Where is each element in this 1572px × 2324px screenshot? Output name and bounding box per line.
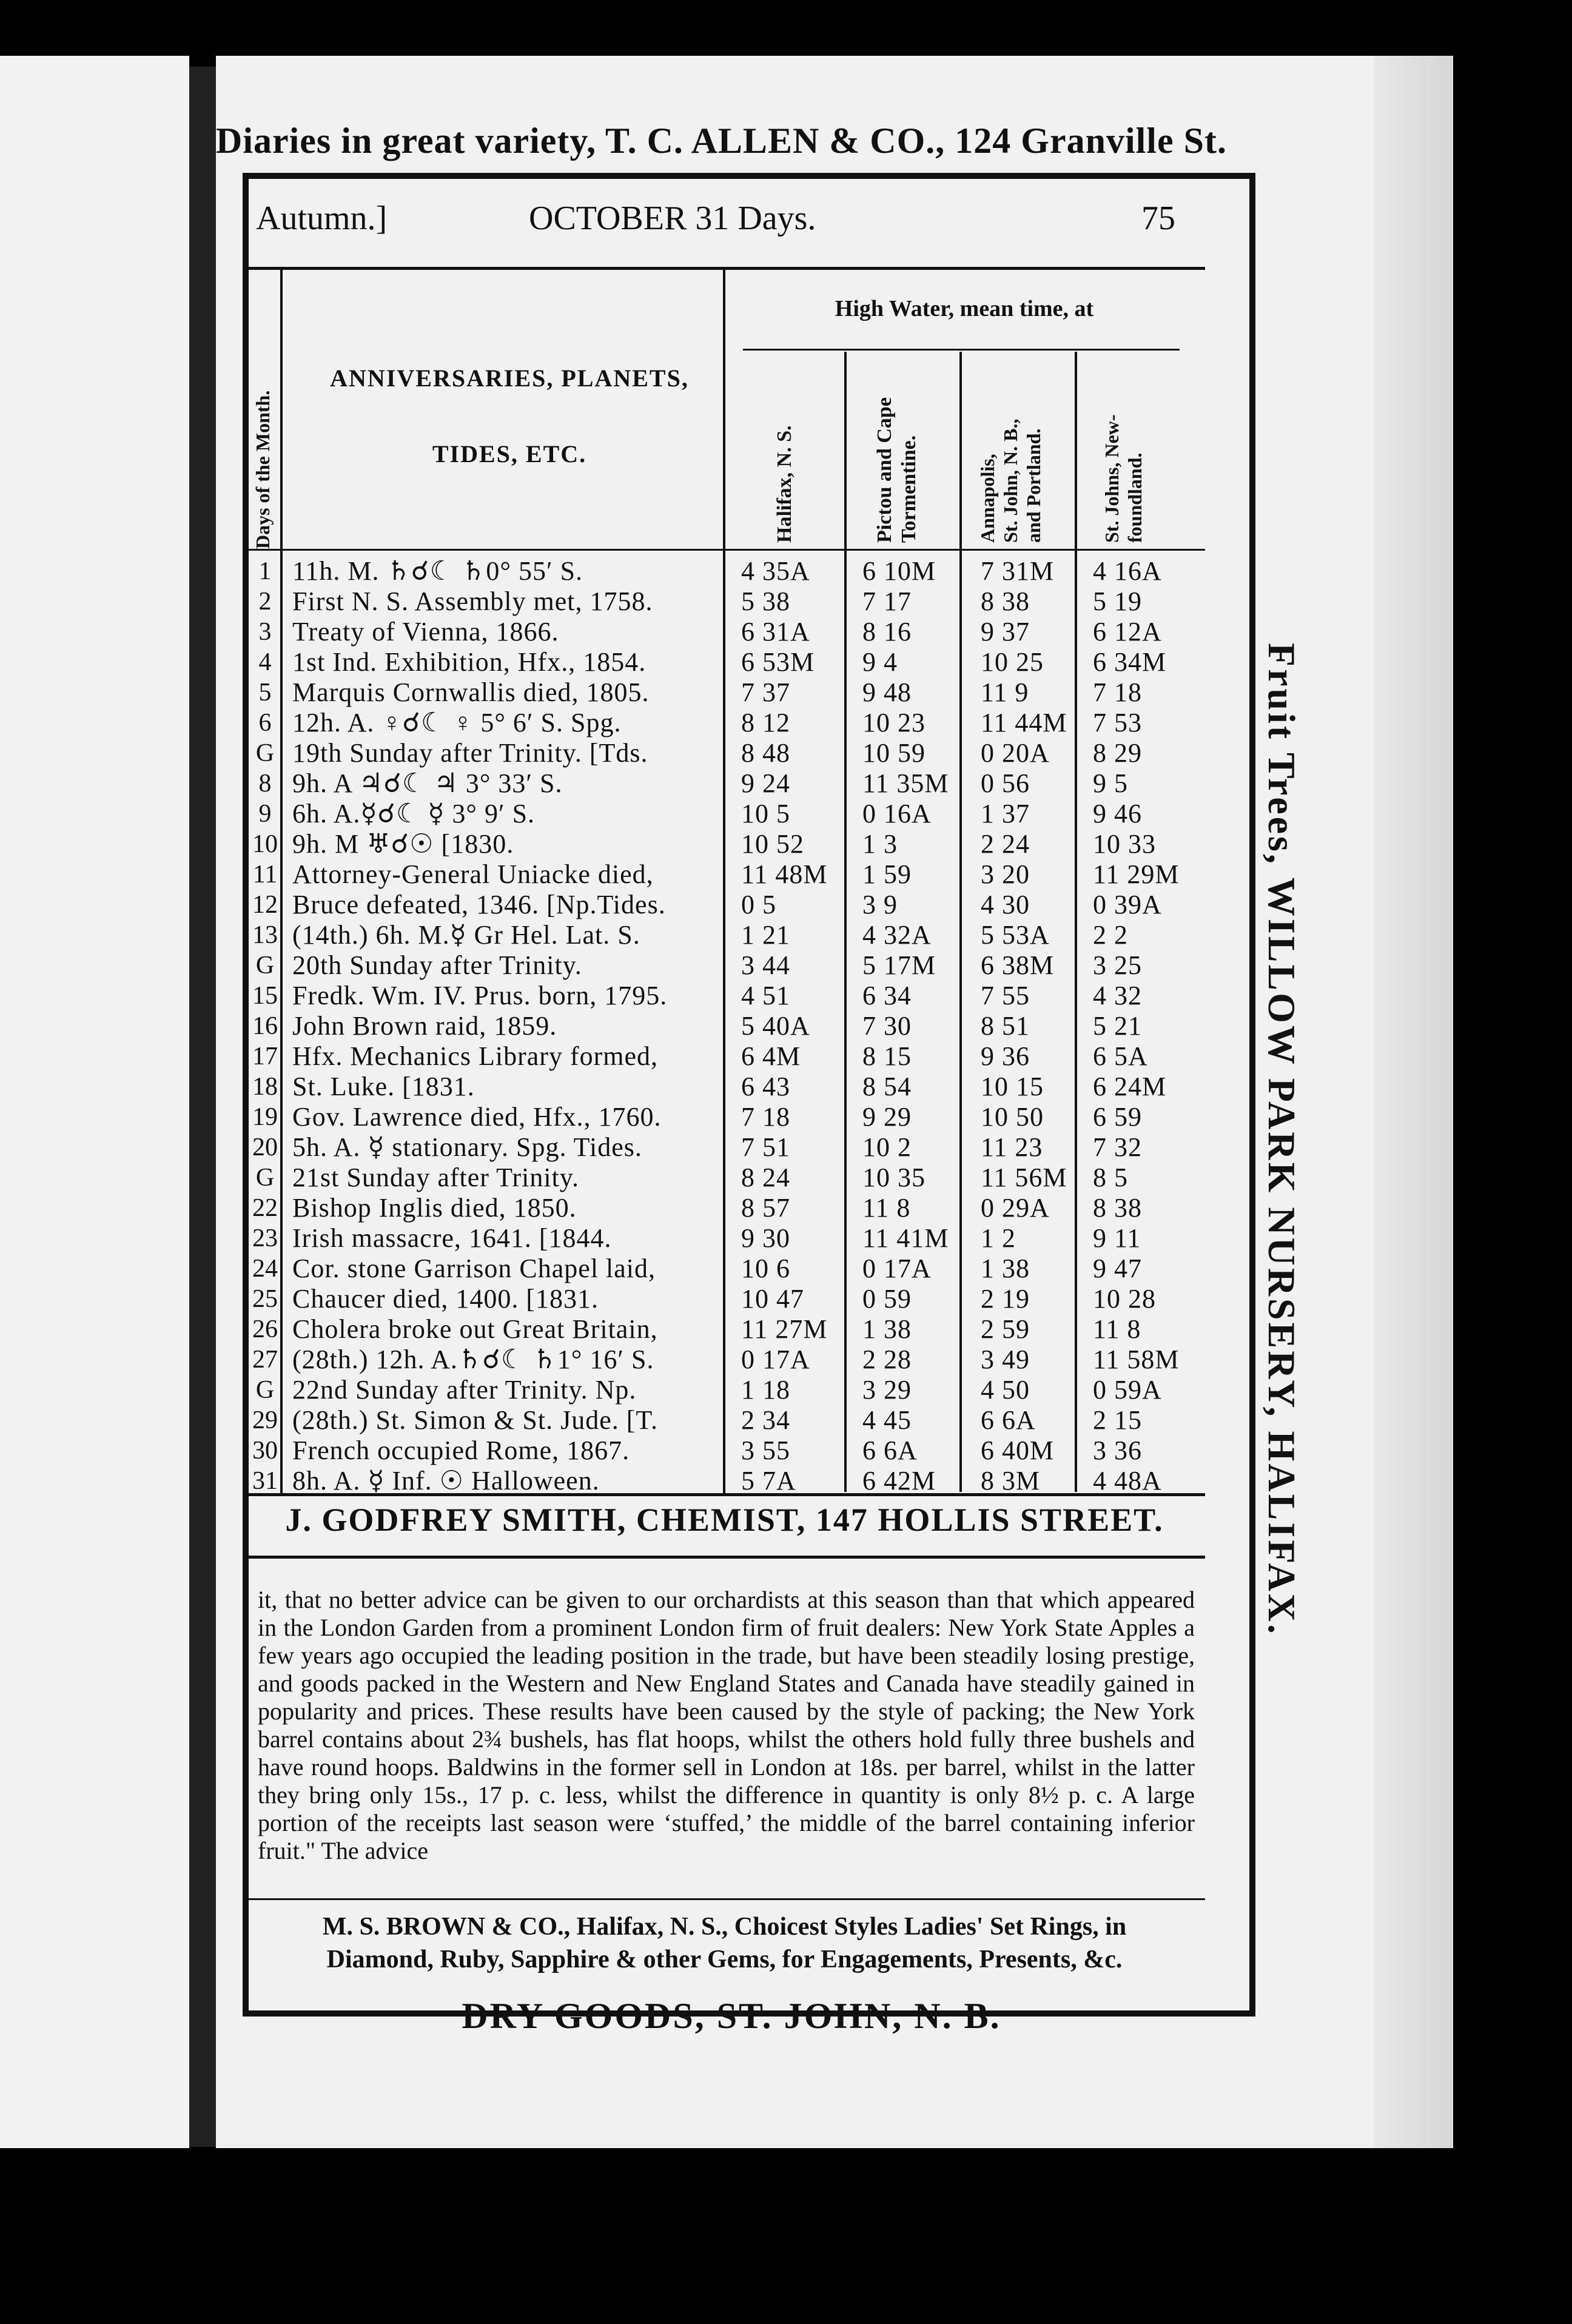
annapolis-tide-cell: 10 15	[981, 1072, 1044, 1101]
annivs-header-line2: TIDES, ETC.	[432, 440, 587, 468]
day-cell: 17	[252, 1043, 278, 1070]
table-row	[244, 979, 1205, 1012]
pictou-tide-cell: 0 16A	[862, 799, 932, 828]
day-cell: 22	[252, 1194, 278, 1222]
annapolis-tide-cell: 7 31M	[981, 556, 1055, 586]
table-row	[244, 1465, 1205, 1497]
annapolis-tide-cell: 5 53A	[981, 920, 1050, 950]
anniversary-cell: First N. S. Assembly met, 1758.	[292, 586, 653, 616]
annapolis-tide-cell: 11 44M	[981, 708, 1067, 737]
pictou-tide-cell: 3 9	[862, 890, 898, 919]
table-row	[244, 1313, 1205, 1346]
stjohns-tide-cell: 2 15	[1093, 1405, 1142, 1435]
table-row	[244, 1101, 1205, 1133]
stjohns-tide-cell: 11 58M	[1093, 1345, 1180, 1374]
table-row	[244, 707, 1205, 739]
halifax-tide-cell: 1 21	[741, 920, 790, 950]
halifax-tide-cell: 5 7A	[741, 1466, 796, 1496]
brown-rule	[244, 1898, 1205, 1900]
table-row	[244, 1070, 1205, 1103]
table-bottom-rule	[244, 1493, 1205, 1496]
season-label: Autumn.]	[256, 200, 388, 237]
high-water-rule	[743, 349, 1180, 351]
day-cell: 19	[252, 1103, 278, 1131]
pictou-tide-cell: 6 10M	[862, 556, 936, 586]
table-row	[244, 1343, 1205, 1376]
col-stjohns-header-2: foundland.	[1124, 452, 1146, 543]
stjohns-tide-cell: 5 19	[1093, 586, 1142, 616]
top-advertisement: Diaries in great variety, T. C. ALLEN & CO., 124 Granville St.	[216, 121, 1227, 161]
anniversary-cell: 20th Sunday after Trinity.	[292, 950, 582, 980]
stjohns-tide-cell: 3 25	[1093, 950, 1142, 980]
halifax-tide-cell: 11 27M	[741, 1314, 828, 1344]
day-cell: G	[255, 1164, 275, 1192]
stjohns-tide-cell: 10 28	[1093, 1284, 1156, 1314]
brown-line-1: M. S. BROWN & CO., Halifax, N. S., Choicest Styles Ladies' Set Rings, in	[322, 1913, 1127, 1941]
day-cell: G	[255, 952, 275, 979]
halifax-tide-cell: 10 5	[741, 799, 790, 828]
annapolis-tide-cell: 11 23	[981, 1132, 1043, 1162]
anniversary-cell: Chaucer died, 1400. [1831.	[292, 1284, 599, 1314]
halifax-tide-cell: 7 18	[741, 1102, 790, 1132]
annapolis-tide-cell: 2 24	[981, 829, 1030, 859]
col-annapolis-header-1: Annapolis,	[976, 454, 998, 543]
stjohns-tide-cell: 6 34M	[1093, 647, 1167, 677]
table-row	[244, 1434, 1205, 1467]
halifax-tide-cell: 3 44	[741, 950, 790, 980]
anniversary-cell: 1st Ind. Exhibition, Hfx., 1854.	[292, 647, 647, 677]
pictou-tide-cell: 2 28	[862, 1345, 912, 1374]
annapolis-tide-cell: 0 20A	[981, 738, 1050, 768]
halifax-tide-cell: 8 48	[741, 738, 790, 768]
day-cell: 5	[258, 679, 272, 707]
table-row	[244, 1374, 1205, 1406]
stjohns-tide-cell: 9 47	[1093, 1254, 1142, 1283]
table-row	[244, 949, 1205, 982]
day-cell: 13	[252, 921, 278, 949]
table-row	[244, 616, 1205, 648]
chemist-rule	[244, 1556, 1205, 1559]
pictou-tide-cell: 6 6A	[862, 1436, 918, 1465]
table-row	[244, 646, 1205, 679]
table-row	[244, 1252, 1205, 1285]
anniversary-cell: St. Luke. [1831.	[292, 1072, 475, 1101]
stjohns-tide-cell: 6 59	[1093, 1102, 1142, 1132]
pictou-tide-cell: 10 23	[862, 708, 925, 737]
stjohns-tide-cell: 9 11	[1093, 1223, 1141, 1253]
day-cell: 10	[252, 830, 278, 858]
stjohns-tide-cell: 9 5	[1093, 768, 1128, 798]
halifax-tide-cell: 4 51	[741, 981, 790, 1010]
brown-line-2: Diamond, Ruby, Sapphire & other Gems, for Engagements, Presents, &c.	[326, 1946, 1123, 1973]
day-cell: 25	[252, 1285, 278, 1313]
annapolis-tide-cell: 8 51	[981, 1011, 1030, 1041]
table-row	[244, 1040, 1205, 1073]
annapolis-tide-cell: 7 55	[981, 981, 1030, 1010]
stjohns-tide-cell: 7 53	[1093, 708, 1142, 737]
anniversary-cell: 9h. M ♅☌☉ [1830.	[292, 829, 514, 859]
pictou-tide-cell: 10 2	[862, 1132, 912, 1162]
table-row	[244, 919, 1205, 952]
halifax-tide-cell: 8 57	[741, 1193, 790, 1223]
annapolis-tide-cell: 1 2	[981, 1223, 1016, 1253]
anniversary-cell: Treaty of Vienna, 1866.	[292, 617, 559, 646]
day-cell: 15	[252, 982, 278, 1010]
annapolis-tide-cell: 9 36	[981, 1041, 1030, 1071]
anniversary-cell: 8h. A. ☿ Inf. ☉ Halloween.	[292, 1466, 600, 1496]
halifax-tide-cell: 0 17A	[741, 1345, 810, 1374]
annapolis-tide-cell: 11 56M	[981, 1163, 1067, 1192]
halifax-tide-cell: 8 12	[741, 708, 790, 737]
anniversary-cell: 6h. A.☿☌☾ ☿ 3° 9′ S.	[292, 799, 536, 828]
table-row	[244, 858, 1205, 891]
day-cell: 24	[252, 1255, 278, 1283]
day-cell: 12	[252, 891, 278, 919]
table-row	[244, 1283, 1205, 1315]
col-annapolis-header-2: St. John, N. B.,	[999, 418, 1021, 543]
anniversary-cell: 11h. M. ♄☌☾ ♄0° 55′ S.	[292, 556, 583, 586]
anniversary-cell: Marquis Cornwallis died, 1805.	[292, 677, 650, 707]
pictou-tide-cell: 11 8	[862, 1193, 911, 1223]
chemist-advertisement: J. GODFREY SMITH, CHEMIST, 147 HOLLIS STREET.	[285, 1502, 1164, 1538]
halifax-tide-cell: 5 38	[741, 586, 790, 616]
anniversary-cell: 5h. A. ☿ stationary. Spg. Tides.	[292, 1132, 642, 1162]
table-top-rule	[244, 549, 1205, 551]
anniversary-cell: Attorney-General Uniacke died,	[292, 859, 654, 889]
anniversary-cell: Bruce defeated, 1346. [Np.Tides.	[292, 890, 666, 919]
pictou-tide-cell: 8 54	[862, 1072, 912, 1101]
halifax-tide-cell: 7 51	[741, 1132, 790, 1162]
halifax-tide-cell: 6 31A	[741, 617, 810, 646]
table-row	[244, 798, 1205, 830]
stjohns-tide-cell: 2 2	[1093, 920, 1128, 950]
day-cell: 16	[252, 1012, 278, 1040]
annapolis-tide-cell: 6 40M	[981, 1436, 1055, 1465]
stjohns-tide-cell: 6 5A	[1093, 1041, 1148, 1071]
col-pictou-header-1: Pictou and Cape	[873, 397, 896, 543]
stjohns-tide-cell: 4 48A	[1093, 1466, 1162, 1496]
pictou-tide-cell: 4 32A	[862, 920, 932, 950]
annapolis-tide-cell: 11 9	[981, 677, 1029, 707]
page-edge	[1374, 56, 1453, 2148]
book-spine	[189, 67, 217, 2147]
anniversary-cell: 22nd Sunday after Trinity. Np.	[292, 1375, 637, 1405]
anniversary-cell: 9h. A ♃☌☾ ♃ 3° 33′ S.	[292, 768, 563, 798]
stjohns-tide-cell: 9 46	[1093, 799, 1142, 828]
annapolis-tide-cell: 4 30	[981, 890, 1030, 919]
day-cell: G	[255, 1376, 275, 1404]
halifax-tide-cell: 9 24	[741, 768, 790, 798]
day-cell: 29	[252, 1406, 278, 1434]
table-row	[244, 1161, 1205, 1194]
bottom-advertisement: DRY GOODS, ST. JOHN, N. B.	[462, 1996, 1001, 2036]
pictou-tide-cell: 9 4	[862, 647, 898, 677]
pictou-tide-cell: 10 35	[862, 1163, 925, 1192]
stjohns-tide-cell: 8 5	[1093, 1163, 1128, 1192]
col-annapolis-header-3: and Portland.	[1023, 428, 1044, 543]
annapolis-tide-cell: 0 56	[981, 768, 1030, 798]
side-advertisement: Fruit Trees, WILLOW PARK NURSERY, HALIFAX.	[1260, 643, 1303, 1636]
annapolis-tide-cell: 6 38M	[981, 950, 1055, 980]
table-row	[244, 828, 1205, 861]
stjohns-tide-cell: 11 8	[1093, 1314, 1141, 1344]
anniversary-cell: Irish massacre, 1641. [1844.	[292, 1223, 612, 1253]
halifax-tide-cell: 7 37	[741, 677, 790, 707]
halifax-tide-cell: 4 35A	[741, 556, 810, 586]
halifax-tide-cell: 1 18	[741, 1375, 790, 1405]
stjohns-tide-cell: 6 24M	[1093, 1072, 1167, 1101]
stjohns-tide-cell: 7 18	[1093, 677, 1142, 707]
day-cell: 9	[258, 800, 272, 828]
page-number: 75	[1141, 200, 1175, 237]
halifax-tide-cell: 10 6	[741, 1254, 790, 1283]
pictou-tide-cell: 1 3	[862, 829, 898, 859]
stjohns-tide-cell: 4 16A	[1093, 556, 1162, 586]
day-cell: 11	[252, 861, 278, 888]
anniversary-cell: Cor. stone Garrison Chapel laid,	[292, 1254, 656, 1283]
pictou-tide-cell: 1 38	[862, 1314, 912, 1344]
table-row	[244, 737, 1205, 770]
anniversary-cell: Hfx. Mechanics Library formed,	[292, 1041, 659, 1071]
annapolis-tide-cell: 9 37	[981, 617, 1030, 646]
annapolis-tide-cell: 10 25	[981, 647, 1044, 677]
day-cell: 3	[258, 618, 272, 646]
table-row	[244, 1192, 1205, 1224]
high-water-title: High Water, mean time, at	[835, 296, 1094, 321]
annapolis-tide-cell: 1 38	[981, 1254, 1030, 1283]
pictou-tide-cell: 11 41M	[862, 1223, 949, 1253]
day-cell: 23	[252, 1224, 278, 1252]
pictou-tide-cell: 6 42M	[862, 1466, 936, 1496]
table-row	[244, 1404, 1205, 1437]
pictou-tide-cell: 0 59	[862, 1284, 912, 1314]
anniversary-cell: (14th.) 6h. M.☿ Gr Hel. Lat. S.	[292, 920, 640, 950]
table-row	[244, 888, 1205, 921]
stjohns-tide-cell: 6 12A	[1093, 617, 1162, 646]
halifax-tide-cell: 0 5	[741, 890, 776, 919]
day-cell: 26	[252, 1315, 278, 1343]
day-cell: 18	[252, 1073, 278, 1101]
annapolis-tide-cell: 8 3M	[981, 1466, 1041, 1496]
month-title: OCTOBER 31 Days.	[529, 200, 816, 237]
halifax-tide-cell: 2 34	[741, 1405, 790, 1435]
stjohns-tide-cell: 0 39A	[1093, 890, 1162, 919]
stjohns-tide-cell: 8 38	[1093, 1193, 1142, 1223]
halifax-tide-cell: 11 48M	[741, 859, 828, 889]
annapolis-tide-cell: 3 49	[981, 1345, 1030, 1374]
facing-page	[0, 56, 189, 2148]
annapolis-tide-cell: 2 19	[981, 1284, 1030, 1314]
pictou-tide-cell: 4 45	[862, 1405, 912, 1435]
day-cell: 1	[258, 557, 272, 585]
table-row	[244, 1010, 1205, 1043]
stjohns-tide-cell: 8 29	[1093, 738, 1142, 768]
pictou-tide-cell: 5 17M	[862, 950, 936, 980]
day-cell: 2	[258, 588, 272, 616]
halifax-tide-cell: 6 4M	[741, 1041, 801, 1071]
anniversary-cell: 21st Sunday after Trinity.	[292, 1163, 579, 1192]
pictou-tide-cell: 8 16	[862, 617, 912, 646]
anniversary-cell: Gov. Lawrence died, Hfx., 1760.	[292, 1102, 662, 1132]
pictou-tide-cell: 7 30	[862, 1011, 912, 1041]
table-row	[244, 555, 1205, 588]
halifax-tide-cell: 6 53M	[741, 647, 815, 677]
brown-advertisement	[244, 1910, 1205, 1976]
halifax-tide-cell: 9 30	[741, 1223, 790, 1253]
pictou-tide-cell: 7 17	[862, 586, 912, 616]
day-cell: 27	[252, 1346, 278, 1374]
page-heading	[244, 193, 1205, 247]
pictou-tide-cell: 6 34	[862, 981, 912, 1010]
anniversary-cell: French occupied Rome, 1867.	[292, 1436, 630, 1465]
table-row	[244, 767, 1205, 800]
pictou-tide-cell: 11 35M	[862, 768, 949, 798]
annivs-header-line1: ANNIVERSARIES, PLANETS,	[330, 364, 689, 392]
day-cell: 31	[252, 1467, 278, 1495]
anniversary-cell: (28th.) 12h. A.♄☌☾ ♄1° 16′ S.	[292, 1345, 654, 1374]
table-row	[244, 585, 1205, 618]
annapolis-tide-cell: 4 50	[981, 1375, 1030, 1405]
annapolis-tide-cell: 2 59	[981, 1314, 1030, 1344]
pictou-tide-cell: 0 17A	[862, 1254, 932, 1283]
pictou-tide-cell: 1 59	[862, 859, 912, 889]
pictou-tide-cell: 9 48	[862, 677, 912, 707]
anniversary-cell: 19th Sunday after Trinity. [Tds.	[292, 738, 648, 768]
days-header: Days of the Month.	[252, 390, 274, 549]
table-row	[244, 676, 1205, 709]
col-halifax-header: Halifax, N. S.	[773, 425, 796, 543]
table-row	[244, 1222, 1205, 1255]
article-text: it, that no better advice can be given to our orchardists at this season than that which appeared in the London Garden from a prominent London firm of fruit dealers: New York State Apples a few years ago occupied the leading position in the trade, but have been steadily losing prestige, and goods packed in the Western and New England States and Canada have steadily gained in popularity and prices. These results have been caused by the style of packing; the New York barrel contains about 2¾ bushels, has flat hoops, whilst the others hold fully three bushels and have round hoops. Baldwins in the former sell in London at 18s. per barrel, whilst in the latter they bring only 15s., 17 p. c. less, whilst the difference in quantity is only 8½ p. c. A large portion of the receipts last season were ‘stuffed,’ the middle of the barrel containing inferior fruit." The advice	[258, 1586, 1195, 1864]
day-cell: 20	[252, 1133, 278, 1161]
table-row	[244, 1131, 1205, 1164]
halifax-tide-cell: 3 55	[741, 1436, 790, 1465]
stjohns-tide-cell: 4 32	[1093, 981, 1142, 1010]
halifax-tide-cell: 10 47	[741, 1284, 804, 1314]
stjohns-tide-cell: 0 59A	[1093, 1375, 1162, 1405]
orchard-article	[258, 1586, 1195, 1865]
halifax-tide-cell: 10 52	[741, 829, 804, 859]
stjohns-tide-cell: 7 32	[1093, 1132, 1142, 1162]
annapolis-tide-cell: 1 37	[981, 799, 1030, 828]
pictou-tide-cell: 10 59	[862, 738, 925, 768]
halifax-tide-cell: 8 24	[741, 1163, 790, 1192]
day-cell: 8	[258, 770, 272, 798]
anniversary-cell: Cholera broke out Great Britain,	[292, 1314, 658, 1344]
col-stjohns-header-1: St. Johns, New-	[1101, 414, 1123, 543]
day-cell: G	[255, 739, 275, 767]
annapolis-tide-cell: 10 50	[981, 1102, 1044, 1132]
day-cell: 4	[258, 648, 272, 676]
anniversary-cell: Fredk. Wm. IV. Prus. born, 1795.	[292, 981, 668, 1010]
annapolis-tide-cell: 6 6A	[981, 1405, 1036, 1435]
annapolis-tide-cell: 0 29A	[981, 1193, 1050, 1223]
pictou-tide-cell: 9 29	[862, 1102, 912, 1132]
annapolis-tide-cell: 3 20	[981, 859, 1030, 889]
halifax-tide-cell: 6 43	[741, 1072, 790, 1101]
col-pictou-header-2: Tormentine.	[898, 435, 920, 543]
pictou-tide-cell: 3 29	[862, 1375, 912, 1405]
pictou-tide-cell: 8 15	[862, 1041, 912, 1071]
anniversary-cell: John Brown raid, 1859.	[292, 1011, 557, 1041]
stjohns-tide-cell: 11 29M	[1093, 859, 1180, 889]
day-cell: 30	[252, 1437, 278, 1465]
anniversary-cell: (28th.) St. Simon & St. Jude. [T.	[292, 1405, 658, 1435]
annapolis-tide-cell: 8 38	[981, 586, 1030, 616]
stjohns-tide-cell: 10 33	[1093, 829, 1156, 859]
halifax-tide-cell: 5 40A	[741, 1011, 810, 1041]
stjohns-tide-cell: 5 21	[1093, 1011, 1142, 1041]
anniversary-cell: Bishop Inglis died, 1850.	[292, 1193, 577, 1223]
anniversary-cell: 12h. A. ♀☌☾ ♀ 5° 6′ S. Spg.	[292, 708, 622, 737]
stjohns-tide-cell: 3 36	[1093, 1436, 1142, 1465]
day-cell: 6	[258, 709, 272, 737]
